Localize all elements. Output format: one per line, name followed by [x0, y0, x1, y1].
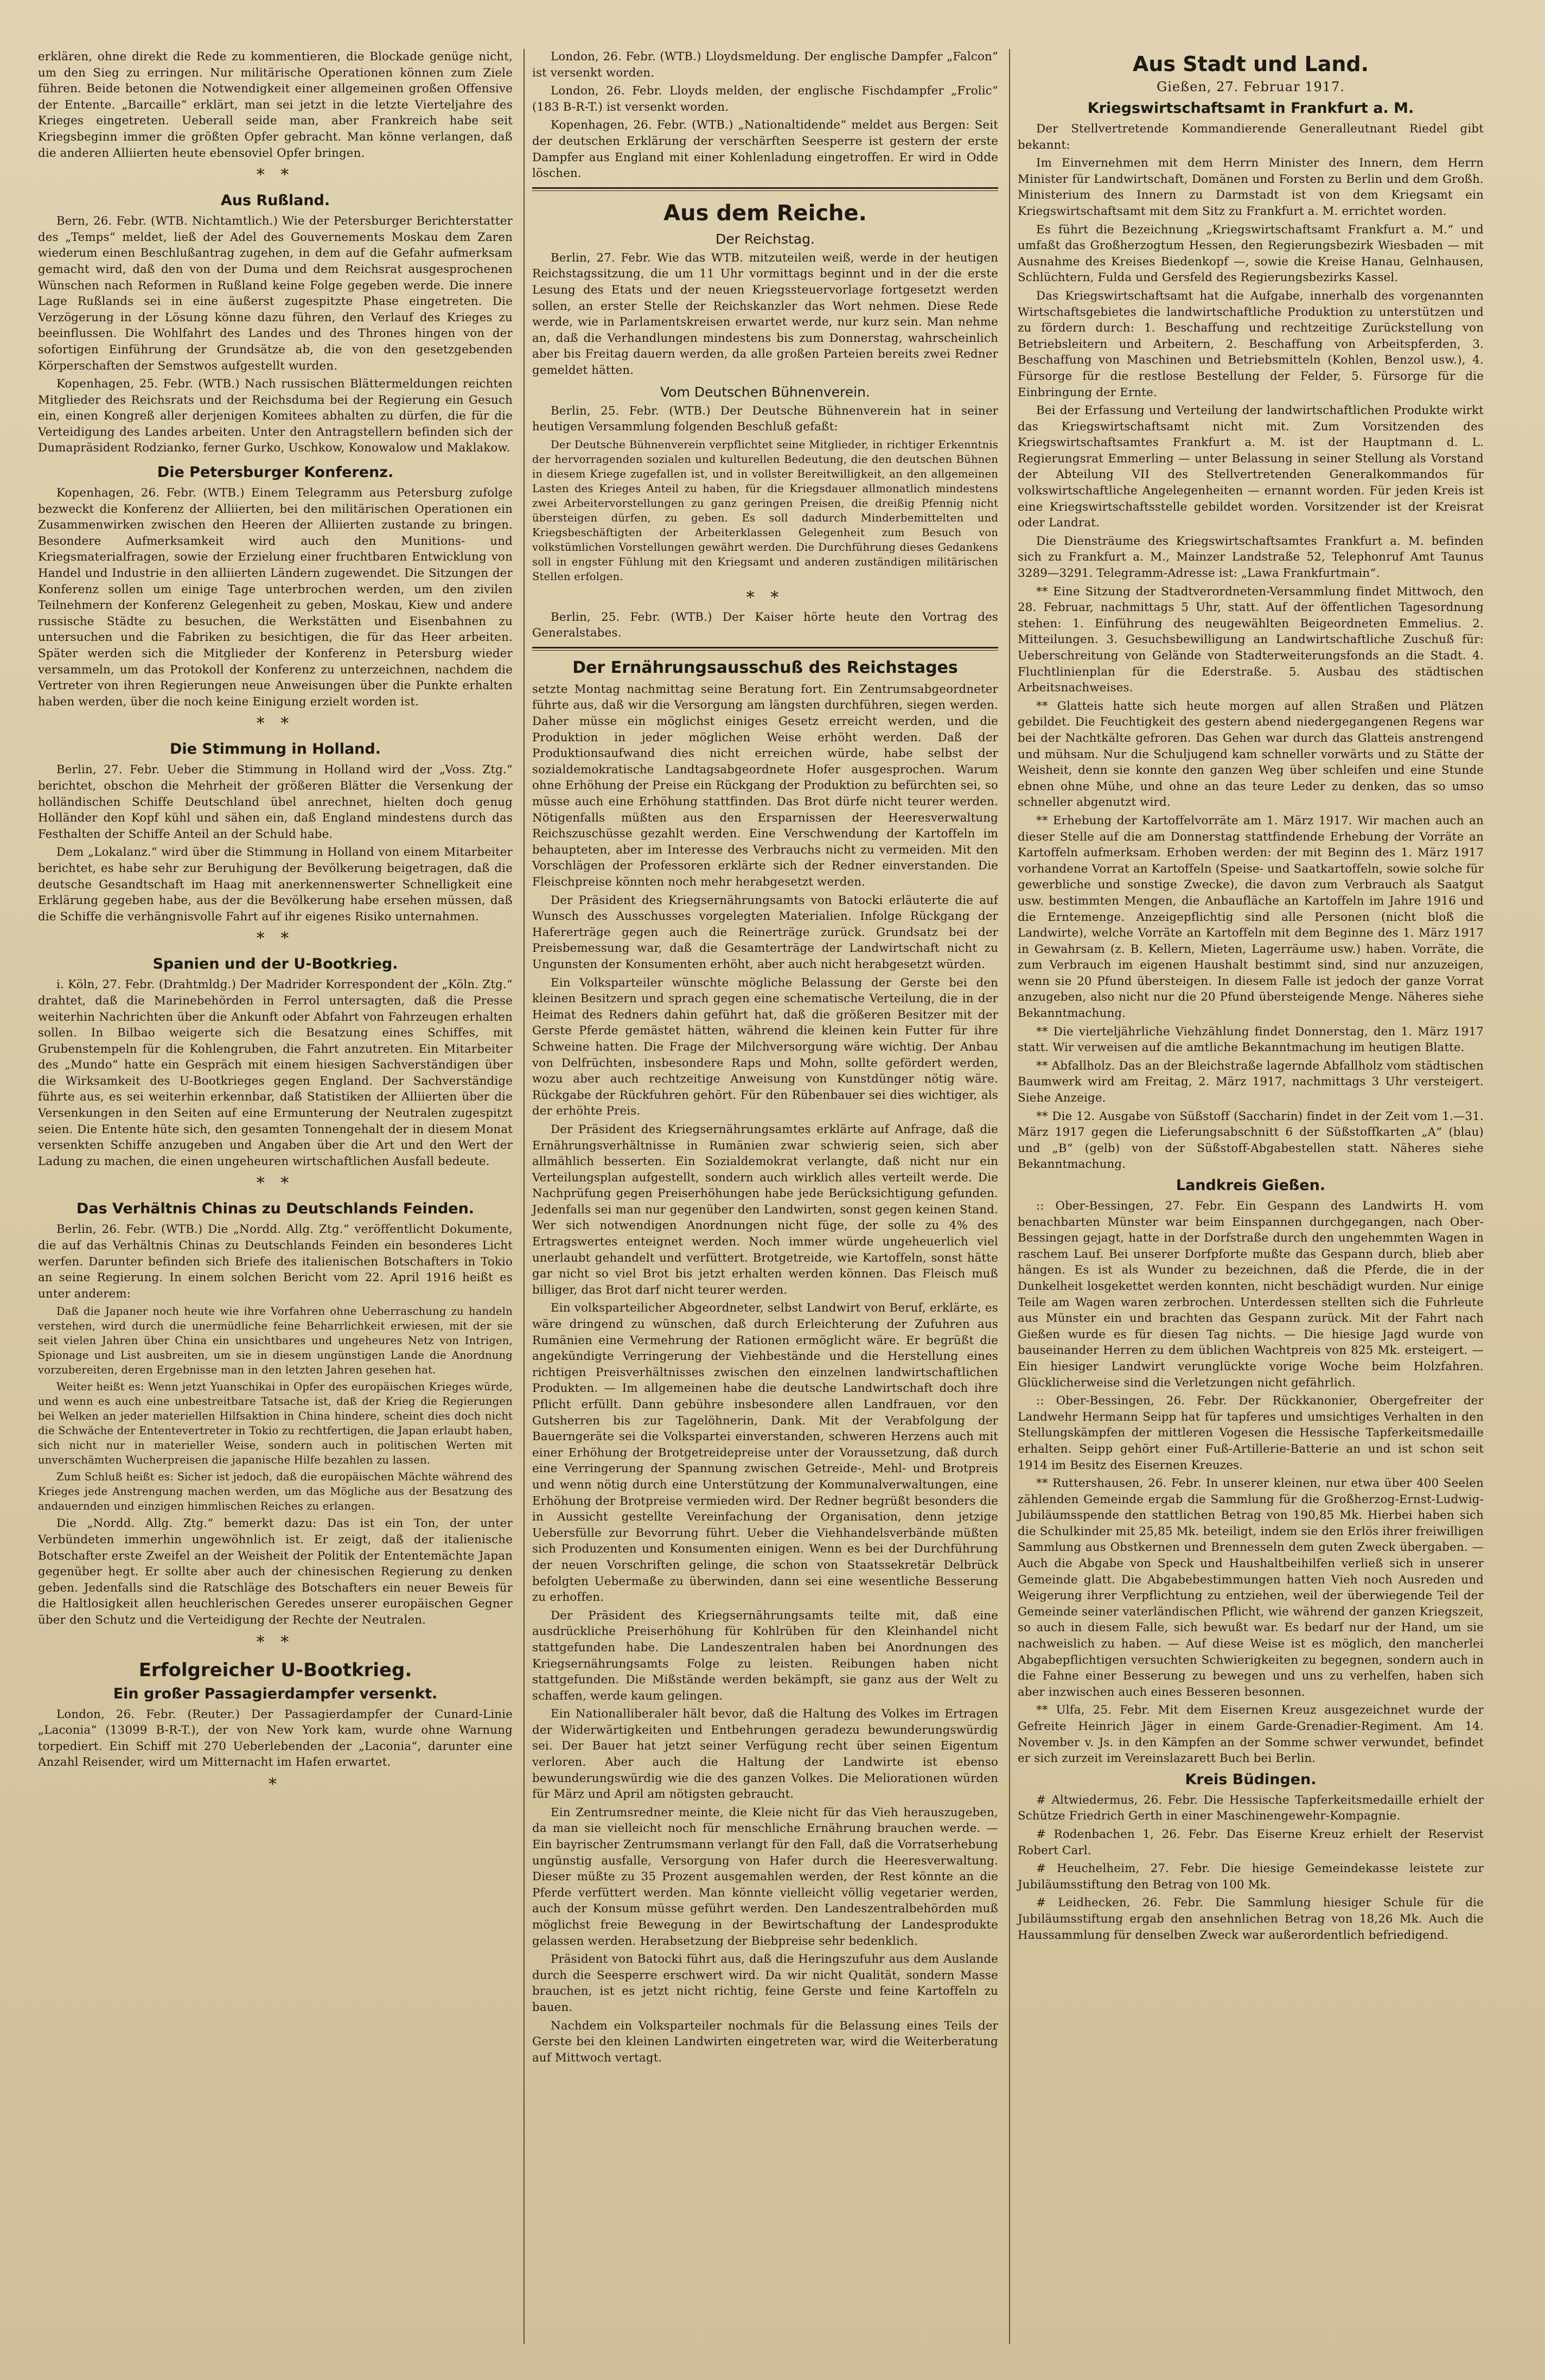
article-quote: Zum Schluß heißt es: Sicher ist jedoch, daß die europäischen Mächte während des Krieges jede Anstrengung machen werden, um das Mögliche aus der Besatzung des andauernden und einzigen himmlischen Reiches zu erlangen.: [38, 1471, 513, 1513]
article-text: ** Ulfa, 25. Febr. Mit dem Eisernen Kreuz ausgezeichnet wurde der Gefreite Heinrich Jäger in einem Garde-Grenadier-Regiment. Am 14. November v. Js. in den Kämpfen an der Somme schwer verwundet, befindet er sich zurzeit im Vereinslazarett Buch bei Berlin.: [1018, 1703, 1484, 1766]
article-text: # Leidhecken, 26. Febr. Die Sammlung hiesiger Schule für die Jubiläumsstiftung ergab den ansehnlichen Betrag von 18,26 Mk. Auch die Haussammlung für denselben Zweck war außerordentlich befriedigend.: [1018, 1896, 1484, 1942]
article-text: Berlin, 27. Febr. Wie das WTB. mitzuteilen weiß, werde in der heutigen Reichstagssitzung, die um 11 Uhr vormittags beginnt und in der die erste Lesung des Etats und der neuen Kriegssteuervorlage fortgesetzt werden sollen, an erster Stelle der Reichskanzler das Wort nehmen. Diese Rede werde, wie in Parlamentskreisen erwartet werde, nur kurz sein. Man nehme an, daß die Verhandlungen mindestens bis zum Donnerstag, wahrscheinlich aber bis Freitag dauern werden, da alle großen Parteien bereits zwei Redner gemeldet hätten.: [532, 251, 998, 377]
article-text: Berlin, 27. Febr. Ueber die Stimmung in Holland wird der „Voss. Ztg.“ berichtet, obschon die Mehrheit der größeren Blätter die Versenkung der holländischen Schiffe Deutschland übel anrechnet, hielten doch genug Holländer den Kopf kühl und sähen ein, daß England mindestens durch das Festhalten der Schiffe Anteil an der Schuld habe.: [38, 763, 513, 841]
headline-ernaehrungsausschuss: Der Ernährungsausschuß des Reichstages: [572, 658, 958, 677]
article-text: London, 26. Febr. Lloyds melden, der englische Fischdampfer „Frolic“ (183 B-R-T.) ist versenkt worden.: [532, 84, 998, 114]
article-text: Kopenhagen, 26. Febr. (WTB.) Einem Telegramm aus Petersburg zufolge bezweckt die Konferenz der Alliierten, bei den militärischen Operationen ein Zusammenwirken zwischen den Heeren der Alliierten zustande zu bringen. Besondere Aufmerksamkeit wird auch den Munitions- und Kriegsmaterialfragen, sowie der Erzielung einer fruchtbaren Entwicklung von Handel und Industrie in den alliierten Ländern zugewendet. Die Sitzungen der Konferenz sollen um einige Tage unterbrochen werden, um den zivilen Teilnehmern der Konferenz Gelegenheit zu geben, Moskau, Kiew und andere russische Städte zu besuchen, die Werkstätten und Eisenbahnen zu untersuchen und die Fabriken zu besichtigen, die für das Heer arbeiten. Später werden sich die Mitglieder der Konferenz in Petersburg wieder versammeln, um das Protokoll der Konferenz zu unterzeichnen, nachdem die Vertreter von ihren Regierungen neue Anweisungen über die Punkte erhalten haben werden, über die noch keine Einigung erzielt worden ist.: [38, 486, 513, 709]
article-text: Dem „Lokalanz.“ wird über die Stimmung in Holland von einem Mitarbeiter berichtet, es habe sehr zur Beruhigung der Bevölkerung beigetragen, daß die deutsche Gesandtschaft im Haag mit anerkennenswerter Schnelligkeit eine Erklärung gegeben habe, aus der die Bevölkerung habe ersehen müssen, daß die Schiffe die verhängnisvolle Fahrt auf ihr eigenes Risiko unternahmen.: [38, 845, 513, 924]
article-text: ** Die 12. Ausgabe von Süßstoff (Saccharin) findet in der Zeit vom 1.—31. März 1917 gegen die Lieferungsabschnitt 6 der Süßstoffkarten „A“ (blau) und „B“ (gelb) von der Süßstoff-Abgabestellen statt. Näheres siehe Bekanntmachung.: [1018, 1109, 1484, 1172]
article-text: Die Diensträume des Kriegswirtschaftsamtes Frankfurt a. M. befinden sich zu Frankfurt a. M., Mainzer Landstraße 52, Telephonruf Amt Taunus 3289—3291. Telegramm-Adresse ist: „Lawa Frankfurtmain“.: [1018, 534, 1484, 581]
article-text: Der Präsident des Kriegsernährungsamtes erklärte auf Anfrage, daß die Ernährungsverhältnisse in Rumänien zwar schwierig seien, sich aber allmählich besserten. Ein Sozialdemokrat verlangte, daß nicht nur ein Verteilungsplan aufgestellt, sondern auch wirklich alles verteilt werde. Die Nachprüfung gegen Preiserhöhungen habe jede Berücksichtigung gefunden. Jedenfalls sei man nur gegenüber den Landwirten, sonst gegen keinen Stand. Wer sich notwendigen Anordnungen nicht füge, der solle zu 4% des Ertragswertes enteignet werden. Noch immer würde ungeheuerlich viel unerlaubt gehandelt und verfüttert. Brotgetreide, wie Kartoffeln, sonst hätte gar nicht so viel Brot bis jetzt erhalten werden können. Das Fleisch muß billiger, das Brot darf nicht teurer werden.: [532, 1122, 998, 1297]
headline-petersburger-konferenz: Die Petersburger Konferenz.: [157, 464, 394, 481]
article-quote: Der Deutsche Bühnenverein verpflichtet seine Mitglieder, in richtiger Erkenntnis der hervorragenden sozialen und kulturellen Bedeutung, die den deutschen Bühnen in diesem Kriege zugefallen ist, und in vollster Bereitwilligkeit, an den allgemeinen Lasten des Krieges Anteil zu haben, für die Kriegsdauer allmonatlich mindestens zwei Arbeitervorstellungen zu ganz geringen Preisen, die dreißig Pfennig nicht übersteigen dürfen, zu geben. Es soll dadurch Minderbemittelten und Kriegsbeschäftigten der Arbeiterklassen Gelegenheit zum Besuch von volkstümlichen Vorstellungen gewährt werden. Die Durchführung dieses Gedankens soll in engster Fühlung mit den Kriegsamt und anderen zuständigen militärischen Stellen erfolgen.: [532, 438, 998, 583]
article-text: Berlin, 25. Febr. (WTB.) Der Kaiser hörte heute den Vortrag des Generalstabes.: [532, 610, 998, 640]
article-text: ** Glatteis hatte sich heute morgen auf allen Straßen und Plätzen gebildet. Die Feuchtigkeit des gestern abend niedergegangenen Regens war bei der Nachtkälte gefroren. Das Gehen war durch das Glatteis anstrengend und mühsam. Nur die Schuljugend kam schneller vorwärts und zu Stätte der Weisheit, denn sie konnte den ganzen Weg über schleifen und eine Stunde ebnen ohne Mühe, und ohne an das teure Leder zu denken, das so umso schneller abgenutzt wird.: [1018, 699, 1484, 810]
article-text: Im Einvernehmen mit dem Herrn Minister des Innern, dem Herrn Minister für Landwirtschaft, Domänen und Forsten zu Berlin und dem Großh. Ministerium des Innern zu Darmstadt ist von dem Kriegsamt ein Kriegswirtschaftsamt mit dem Sitz zu Frankfurt a. M. errichtet worden.: [1018, 156, 1484, 218]
article-text: London, 26. Febr. (WTB.) Lloydsmeldung. Der englische Dampfer „Falcon“ ist versenkt worden.: [532, 50, 998, 80]
article-text: setzte Montag nachmittag seine Beratung fort. Ein Zentrumsabgeordneter führte aus, daß wir die Versorgung am längsten durchführen, siegen werden. Daher müsse ein möglichst einiges Gesetz erreicht werden, und die Produktion in jeder möglichen Weise erhöht werden. Daß der Produktionsaufwand dies nicht erreichen würde, habe selbst der sozialdemokratische Landtagsabgeordnete Hofer ausgesprochen. Warum ohne Erhöhung der Preise ein Rückgang der Produktion zu befürchten sei, so müsse auch eine Erhöhung stattfinden. Das Brot dürfe nicht teurer werden. Nötigenfalls müßten aus den Ersparnissen der Heeresverwaltung Reichszuschüsse gezahlt werden. Eine Verschwendung der Kartoffeln im behaupteten, aber im Interesse des Verbrauchs nicht zu vermeiden. Mit den Vorschlägen der Professoren erklärte sich der Redner einverstanden. Die Fleischpreise könnten noch mehr herabgesetzt werden.: [532, 682, 998, 889]
article-text: Berlin, 25. Febr. (WTB.) Der Deutsche Bühnenverein hat in seiner heutigen Versammlung folgenden Beschluß gefaßt:: [532, 404, 998, 434]
headline-spanien: Spanien und der U-Bootkrieg.: [152, 956, 398, 973]
article-text: ** Eine Sitzung der Stadtverordneten-Versammlung findet Mittwoch, den 28. Februar, nachmittags 5 Uhr, statt. Auf der öffentlichen Tagesordnung stehen: 1. Einführung des neugewählten Beigeordneten Emmelius. 2. Mitteilungen. 3. Gesuchsbewilligung an Landwirtschaftliche Zuschuß für: Ueberschreitung von Gelände von Stadterweiterungsfonds an die Stadt. 4. Fluchtlinienplan für die Ederstraße. 5. Ausbau des städtischen Arbeitsnachweises.: [1018, 584, 1484, 695]
subheading-buehnenverein: Vom Deutschen Bühnenverein.: [660, 384, 870, 400]
article-text: Berlin, 26. Febr. (WTB.) Die „Nordd. Allg. Ztg.“ veröffentlicht Dokumente, die auf das Verhältnis Chinas zu Deutschlands Feinden ein besonderes Licht werfen. Darunter befinden sich Briefe des italienischen Botschafters in Tokio an seine Regierung. In einem solchen Bericht vom 22. April 1916 heißt es unter anderem:: [38, 1223, 513, 1301]
article-text: ** Die vierteljährliche Viehzählung findet Donnerstag, den 1. März 1917 statt. Wir verweisen auf die amtliche Bekanntmachung im heutigen Blatte.: [1018, 1024, 1484, 1055]
article-text: Es führt die Bezeichnung „Kriegswirtschaftsamt Frankfurt a. M.“ und umfaßt das Großherzogtum Hessen, den Regierungsbezirk Wiesbaden — mit Ausnahme des Kreises Biedenkopf —, sowie die Kreise Hanau, Gelnhausen, Schlüchtern, Fulda und Gersfeld des Regierungsbezirks Kassel.: [1018, 222, 1484, 285]
separator: * *: [256, 1632, 295, 1652]
article-text: Der Präsident des Kriegsernährungsamts teilte mit, daß eine ausdrückliche Preiserhöhung für Kohlrüben für den Kleinhandel nicht stattgefunden habe. Die Landeszentralen haben bei Anordnungen des Kriegsernährungsamts Folge zu leisten. Reibungen haben nicht stattgefunden. Die Mißstände werden bekämpft, sie ganz aus der Welt zu schaffen, werde kaum gelingen.: [532, 1608, 998, 1703]
article-text: Präsident von Batocki führt aus, daß die Heringszufuhr aus dem Auslande durch die Seesperre erschwert wird. Da wir nicht Qualität, sondern Masse brauchen, ist es jetzt nicht richtig, feine Gerste und feine Kartoffeln zu bauen.: [532, 1952, 998, 2014]
article-text: ** Ruttershausen, 26. Febr. In unserer kleinen, nur etwa über 400 Seelen zählenden Gemeinde ergab die Sammlung für die Großherzog-Ernst-Ludwig-Jubiläumsspende den stattlichen Betrag von 190,85 Mk. Hierbei haben sich die Schulkinder mit 25,85 Mk. beteiligt, indem sie den Erlös ihrer freiwilligen Sammlung aus Obstkernen und Brennesseln dem guten Zweck übergaben. — Auch die Abgabe von Speck und Haushaltbeihilfen verließ sich in unserer Gemeinde glatt. Die Abgabebestimmungen hatten Vieh noch Ausreden und Weigerung ihrer Verpflichtung zu entziehen, weil der überwiegende Teil der Gemeinde seiner vaterländischen Pflicht, wie während der ganzen Kriegszeit, so auch in diesem Falle, sich bewußt war. Es bedarf nur der Hand, um sie nachweislich zu haben. — Auf diese Weise ist es möglich, den mancherlei Abgabepflichtigen versuchten Schwierigkeiten zu begegnen, sondern auch in die Fahne einer Besserung zu bewegen und uns zu verhelfen, haben sich aber inzwischen auch eines Besseren besonnen.: [1018, 1477, 1484, 1699]
separator: * *: [746, 588, 784, 607]
article-quote: Daß die Japaner noch heute wie ihre Vorfahren ohne Ueberraschung zu handeln verstehen, wird durch die unermüdliche feine Beharrlichkeit erwiesen, mit der sie seit vielen Jahren über China ein unsichtbares und ungeheures Netz von Intrigen, Spionage und List ausbreiten, um sie in diesem ungünstigen Lande die Anordnung vorzubereiten, deren Ergebnisse man in den letzten Jahren gesehen hat.: [38, 1305, 513, 1377]
headline-china: Das Verhältnis Chinas zu Deutschlands Feinden.: [76, 1200, 475, 1218]
separator: *: [269, 1774, 282, 1794]
article-text: i. Köln, 27. Febr. (Drahtmldg.) Der Madrider Korrespondent der „Köln. Ztg.“ drahtet, daß die Marinebehörden in Ferrol untersagten, daß die Presse weiterhin Nachrichten über die Ankunft oder Abfahrt von Fahrzeugen erhalten sollen. In Bilbao weigerte sich die Besatzung eines Schiffes, mit Grubenstempeln für die Kohlengruben, die Fahrt anzutreten. Ein Mitarbeiter des „Mundo“ hatte ein Gespräch mit einem hiesigen Sachverständigen über die Wirksamkeit des U-Bootkrieges gegen England. Der Sachverständige führte aus, es sei weiterhin erkennbar, daß Statistiken der Alliierten über die Versenkungen in den Seiten auf eine Ermunterung der Neutralen zugespitzt seien. Die Entente hüte sich, den gesamten Tonnengehalt der in diesem Monat versenkten Schiffe anzugeben und Angaben über die Art und den Wert der Ladung zu machen, die einen ungeheuren wirtschaftlichen Ausfall bedeute.: [38, 978, 513, 1168]
headline-kriegswirtschaftsamt: Kriegswirtschaftsamt in Frankfurt a. M.: [1087, 100, 1414, 117]
newspaper-columns: [38, 49, 1507, 2344]
separator: * *: [256, 1174, 295, 1193]
dateline: Gießen, 27. Februar 1917.: [1157, 79, 1345, 94]
article-text: :: Ober-Bessingen, 27. Febr. Ein Gespann des Landwirts H. vom benachbarten Münster war beim Einspannen durchgegangen, nach Ober-Bessingen gejagt, hatte in der Dorfstraße durch den ungehemmten Wagen in raschem Lauf. Bei unserer Dorfpforte mußte das Gespann durch, blieb aber hängen. Es ist als Wunder zu bezeichnen, daß die Pferde, die in der Dunkelheit losgekettet werden konnten, nicht beschädigt wurden. Nur einige Teile am Wagen waren zerbrochen. Unterdessen stellten sich die Fuhrleute aus Münster ein und brachten das Gespann zurück. Mit der Fahrt nach Gießen wurde es für diesen Tag nichts. — Die hiesige Jagd wurde von bauseinander Herren zu dem üblichen Wachtpreis von 825 Mk. ersteigert. — Ein hiesiger Landwirt verunglückte vorige Woche beim Holzfahren. Glücklicherweise sind die Verletzungen nicht gefährlich.: [1018, 1199, 1484, 1390]
headline-landkreis-giessen: Landkreis Gießen.: [1176, 1177, 1326, 1194]
article-text: :: Ober-Bessingen, 26. Febr. Der Rückkanonier, Obergefreiter der Landwehr Hermann Seipp hat für tapferes und umsichtiges Verhalten in den Stellungskämpfen der mittleren Vogesen die Hessische Tapferkeitsmedaille erhalten. Seipp gehört einer Fuß-Artillerie-Batterie an und ist schon seit 1914 im Besitz des Eisernen Kreuzes.: [1018, 1394, 1484, 1472]
section-heading-reich: Aus dem Reiche.: [663, 200, 867, 226]
article-text: London, 26. Febr. (Reuter.) Der Passagierdampfer der Cunard-Linie „Laconia“ (13099 B-R-T.), der von New York kam, wurde ohne Warnung torpediert. Ein Schiff mit 270 Ueberlebenden der „Laconia“, darunter eine Anzahl Reisender, wird um Mitternacht im Hafen erwartet.: [38, 1707, 513, 1770]
subheadline-passagierdampfer: Ein großer Passagierdampfer versenkt.: [113, 1685, 438, 1702]
separator: * *: [256, 166, 295, 185]
article-text: Der Präsident des Kriegsernährungsamts von Batocki erläuterte die auf Wunsch des Ausschusses vorgelegten Materialien. Infolge Rückgang der Hafererträge gegen auch die Reinerträge zurück. Grundsatz bei der Preisbemessung war, daß die Gesamterträge der Landwirtschaft nicht zu Ungunsten der Konsumenten erhöht, aber auch nicht herabgesetzt würden.: [532, 893, 998, 971]
article-text: # Rodenbachen 1, 26. Febr. Das Eiserne Kreuz erhielt der Reservist Robert Carl.: [1018, 1827, 1484, 1857]
headline-holland: Die Stimmung in Holland.: [170, 741, 381, 758]
article-text: Der Stellvertretende Kommandierende Generalleutnant Riedel gibt bekannt:: [1018, 122, 1484, 152]
article-text: # Heuchelheim, 27. Febr. Die hiesige Gemeindekasse leistete zur Jubiläumsstiftung den Betrag von 100 Mk.: [1018, 1862, 1484, 1892]
separator: * *: [256, 714, 295, 734]
article-text: Ein Zentrumsredner meinte, die Kleie nicht für das Vieh herauszugeben, da man sie vielleicht noch für menschliche Ernährung brauchen werde. — Ein bayrischer Zentrumsmann verlangt für den Fall, daß die Vorratserhebung ungünstig ausfalle, Versorgung von Hafer durch die Heeresverwaltung. Dieser müßte zu 35 Prozent ausgemahlen werden, der Rest könnte an die Pferde verfüttert werden. Man könnte vielleicht völlig vegetarier werden, auch der Konsum müsse geführt werden. Den Landeszentralbehörden muß möglichst freie Bewegung in der Bewirtschaftung der Landesprodukte gelassen werden. Herabsetzung der Biebpreise sehr bedenklich.: [532, 1805, 998, 1948]
article-text: Die „Nordd. Allg. Ztg.“ bemerkt dazu: Das ist ein Ton, der unter Verbündeten immerhin ungewöhnlich ist. Er zeigt, daß der italienische Botschafter erste Zweifel an der Weisheit der Politik der Ententemächte Japan gegenüber hegt. Er sollte aber auch der chinesischen Regierung zu denken geben. Jedenfalls sind die Ratschläge des Botschafters ein neuer Beweis für die Haltlosigkeit allen heuchlerischen Geredes unserer europäischen Gegner über den Schutz und die Verteidigung der Rechte der Neutralen.: [38, 1517, 513, 1627]
article-text: Bern, 26. Febr. (WTB. Nichtamtlich.) Wie der Petersburger Berichterstatter des „Temps“ meldet, ließ der Adel des Gouvernements Moskau dem Zaren wiederum einen Beschlußantrag zugehen, in dem auf die Gefahr aufmerksam gemacht wird, daß den von der Duma und dem Reichsrat ausgesprochenen Wünschen nach Reformen in Rußland keine Folge gegeben werde. Die innere Lage Rußlands sei in eine äußerst zugespitzte Phase eingetreten. Die Verzögerung in der Lösung könne dazu führen, den Verlauf des Krieges zu beeinflussen. Die Wohlfahrt des Landes und des Thrones hingen von der sofortigen Einführung der Grundsätze ab, die von den gesetzgebenden Körperschaften der Semstwos aufgestellt wurden.: [38, 214, 513, 373]
article-text: # Altwiedermus, 26. Febr. Die Hessische Tapferkeitsmedaille erhielt der Schütze Friedrich Gerth in einer Maschinengewehr-Kompagnie.: [1018, 1793, 1484, 1823]
subheading-reichstag: Der Reichstag.: [716, 231, 815, 247]
article-text: Bei der Erfassung und Verteilung der landwirtschaftlichen Produkte wirkt das Kriegswirtschaftsamt nicht mit. Zum Vorsitzenden des Kriegswirtschaftsamtes Frankfurt a. M. ist der Hauptmann d. L. Regierungsrat Emmerling — unter Belassung in seiner Stellung als Vorstand der Abteilung VII des Stellvertretenden Generalkommandos für volkswirtschaftliche Angelegenheiten — ernannt worden. Für jeden Kreis ist eine Kriegswirtschaftsstelle gebildet worden. Vorsitzender ist der Kreisrat oder Landrat.: [1018, 404, 1484, 530]
article-text: Nachdem ein Volksparteiler nochmals für die Belassung eines Teils der Gerste bei den kleinen Landwirten eingetreten war, wird die Weiterberatung auf Mittwoch vertagt.: [532, 2019, 998, 2065]
article-text: Kopenhagen, 26. Febr. (WTB.) „Nationaltidende“ meldet aus Bergen: Seit der deutschen Erklärung der verschärften Seesperre ist gestern der erste Dampfer aus England mit einer Kohlenladung eingetroffen. Er wird in Odde löschen.: [532, 118, 998, 181]
article-text: Ein Volksparteiler wünschte mögliche Belassung der Gerste bei den kleinen Besitzern und sprach gegen eine schematische Verteilung, die in der Heimat des Redners dahin geführt hat, daß die größeren Besitzer mit der Gerste Pferde gemästet hätten, während die kleinen kein Futter für ihre Schweine hatten. Die Frage der Milchversorgung wäre wichtig. Der Anbau von Delfrüchten, insbesondere Raps und Mohn, sollte gefördert werden, wozu aber auch rechtzeitige Anweisung von Kunstdünger nötig wäre. Rückgabe der Rückfuhren gehört. Für den Rübenbauer sei dies wichtiger, als der erhöhte Preis.: [532, 976, 998, 1118]
article-text: Ein volksparteilicher Abgeordneter, selbst Landwirt von Beruf, erklärte, es wäre dringend zu wünschen, daß durch Erleichterung der Zufuhren aus Rumänien eine Vermehrung der Rationen ermöglicht wäre. Er begrüßt die angekündigte Verringerung der Viehbestände und die Herstellung eines richtigen Preisverhältnisses zwischen den einzelnen landwirtschaftlichen Produkten. — Im allgemeinen habe die deutsche Landwirtschaft doch ihre Pflicht erfüllt. Dann gebühre insbesondere allen Landfrauen, vor den Gutsherren bis zur Tagelöhnerin, Dank. Mit der Verabfolgung der Bauerngeräte sei die Volkspartei einverstanden, schweren Herzens auch mit einer Erhöhung der Brotgetreidepreise unter der Voraussetzung, daß durch eine Verringerung der Spannung zwischen Getreide-, Mehl- und Brotpreis und wenn nötig durch eine Unterstützung der Kommunalverwaltungen, eine Erhöhung der Brotpreise vermieden wird. Der Redner begrüßt besonders die in Aussicht gestellte Vereinfachung der Organisation, denn jetzige Uebersfülle zur Bevorrung führt. Ueber die Viehhandelsverbände müßten sich Produzenten und Konsumenten einigen. Wenn es bei der Durchführung der neuen Vorschriften gelinge, die schon von Staatssekretär Delbrück befolgten Uebermaße zu überwinden, dann sei eine wesentliche Besserung zu erhoffen.: [532, 1301, 998, 1605]
article-text: ** Abfallholz. Das an der Bleichstraße lagernde Abfallholz vom städtischen Baumwerk wird am Freitag, 2. März 1917, nachmittags 3 Uhr versteigert. Siehe Anzeige.: [1018, 1059, 1484, 1105]
article-quote: Weiter heißt es: Wenn jetzt Yuanschikai in Opfer des europäischen Krieges würde, und wenn es auch eine unbestreitbare Tatsache ist, daß der Krieg die Regierungen bei Welken an jeder materiellen Hilfsaktion in China hindere, scheint dies doch nicht die Schwäche der Ententevertreter in Tokio zu rechtfertigen, die Japan erlaubt haben, sich nicht nur in materieller Weise, sondern auch in politischen Werten mit unverschämten Wucherpreisen die japanische Hilfe bezahlen zu lassen.: [38, 1380, 513, 1467]
article-text: Ein Nationalliberaler hält bevor, daß die Haltung des Volkes im Ertragen der Widerwärtigkeiten und Entbehrungen geradezu bewunderungswürdig sei. Der Bauer hat jetzt seiner Verfügung recht über seinen Eigentum verloren. Aber auch die Haltung der Landwirte ist ebenso bewunderungswürdig wie die des ganzen Volkes. Die Meliorationen würden für März und April am nötigsten gebraucht.: [532, 1707, 998, 1802]
article-text: Kopenhagen, 25. Febr. (WTB.) Nach russischen Blättermeldungen reichten Mitglieder des Reichsrats und der Reichsduma bei der Regierung ein Gesuch ein, einen Kongreß aller derjenigen Komitees abhalten zu dürfen, die für die Verteidigung des Landes arbeiten. Unter den Antragstellern befinden sich der Dumapräsident Rodzianko, ferner Gurko, Uschkow, Konowalow und Maklakow.: [38, 377, 513, 455]
column-3: [1009, 49, 1484, 2344]
column-1: [38, 49, 513, 2344]
section-rule: [532, 647, 998, 651]
separator: * *: [256, 929, 295, 949]
column-2: [523, 49, 998, 2344]
headline-russland: Aus Rußland.: [220, 192, 330, 209]
section-heading-stadt-und-land: Aus Stadt und Land.: [1132, 52, 1369, 76]
article-text: ** Erhebung der Kartoffelvorräte am 1. März 1917. Wir machen auch an dieser Stelle auf die am Donnerstag stattfindende Erhebung der Vorräte an Kartoffeln aufmerksam. Erhoben werden: der mit Beginn des 1. März 1917 vorhandene Vorrat an Kartoffeln (Speise- und Saatkartoffeln, sowie solche für gewerbliche und sonstige Zwecke), die davon zum Verbrauch als Saatgut usw. bestimmten Mengen, die Anbaufläche an Kartoffeln im Jahre 1916 und die Erntemenge. Anzeigepflichtig sind alle Personen (nicht bloß die Landwirte), welche Vorräte an Kartoffeln mit dem Beginne des 1. März 1917 in Gewahrsam (z. B. Kellern, Mieten, Lagerräume usw.) haben. Vorräte, die zum Verbrauch im eigenen Haushalt bestimmt sind, sind nur anzuzeigen, wenn sie 20 Pfund übersteigen. In diesem Falle ist jedoch der ganze Vorrat anzugeben, also nicht nur die 20 Pfund übersteigende Menge. Näheres siehe Bekanntmachung.: [1018, 813, 1484, 1021]
section-rule: [532, 187, 998, 191]
article-text: erklären, ohne direkt die Rede zu kommentieren, die Blockade genüge nicht, um den Sieg zu erringen. Nur militärische Operationen können zum Ziele führen. Beide betonen die Notwendigkeit einer allgemeinen großen Offensive der Entente. „Barcaille“ erklärt, man sei jetzt in die letzte Vierteljahre des Krieges eingetreten. Ueberall seide man, aber Frankreich habe seit Kriegsbeginn immer die größten Opfer gebracht. Man könne verlangen, daß die anderen Alliierten heute ebensoviel Opfer bringen.: [38, 50, 513, 160]
headline-u-bootkrieg: Erfolgreicher U-Bootkrieg.: [138, 1659, 412, 1681]
article-text: Das Kriegswirtschaftsamt hat die Aufgabe, innerhalb des vorgenannten Wirtschaftsgebietes die landwirtschaftliche Produktion zu unterstützen und zu fördern durch: 1. Beschaffung und rechtzeitige Zurückstellung von Betriebsleitern und Arbeitern, 2. Beschaffung von Arbeitspferden, 3. Beschaffung von Maschinen und Betriebsmitteln (Kohlen, Benzol usw.), 4. Fürsorge für die restlose Bestellung der Felder, 5. Fürsorge für die Einbringung der Ernte.: [1018, 289, 1484, 399]
headline-kreis-buedingen: Kreis Büdingen.: [1185, 1771, 1317, 1788]
